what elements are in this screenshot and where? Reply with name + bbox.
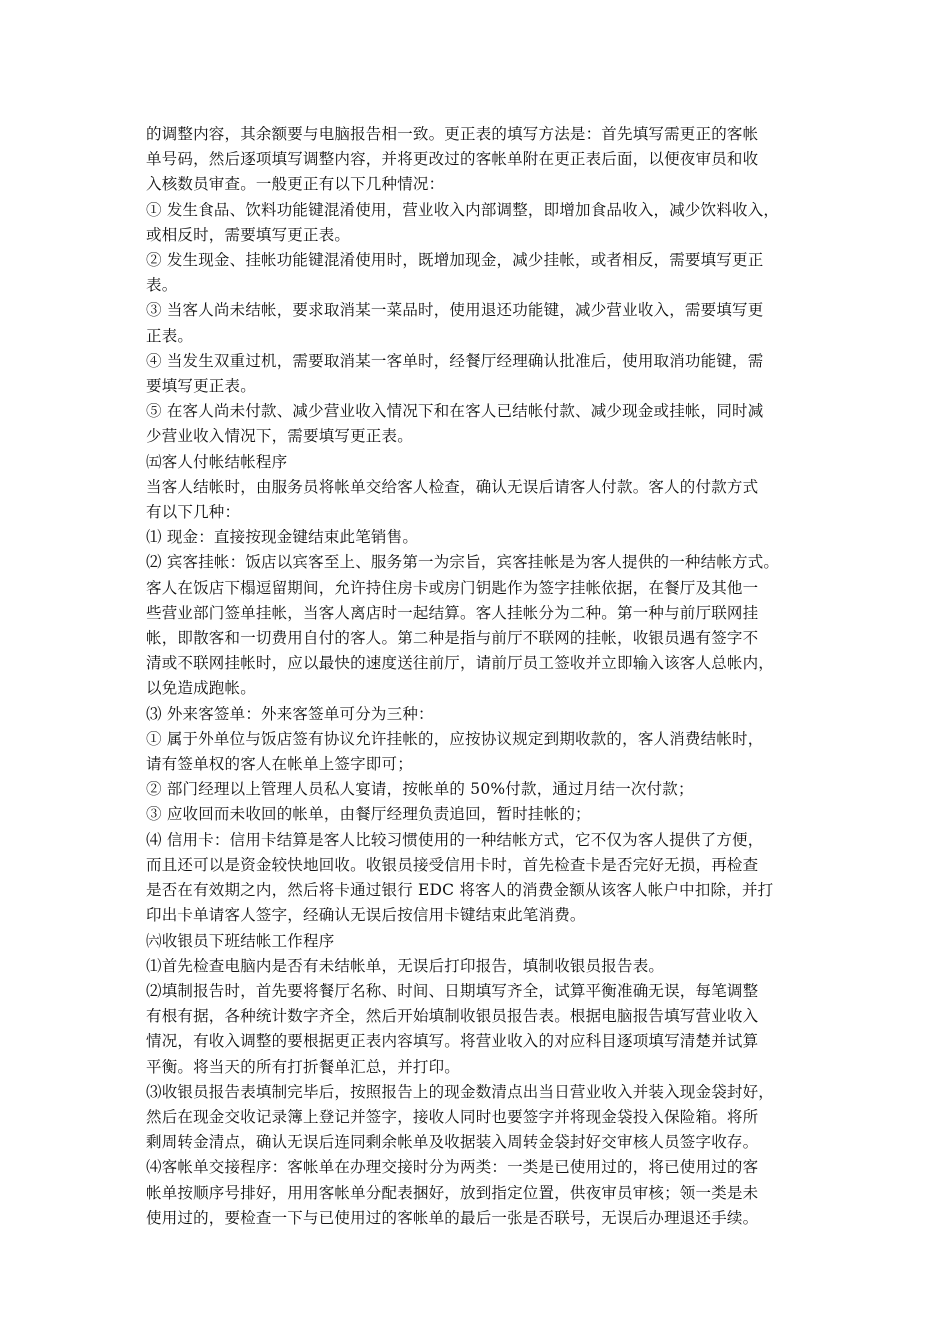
text-line: ② 部门经理以上管理人员私人宴请，按帐单的 50%付款，通过月结一次付款；: [146, 780, 694, 799]
text-line: 单号码，然后逐项填写调整内容，并将更改过的客帐单附在更正表后面，以便夜审员和收: [146, 150, 759, 169]
text-line: 当客人结帐时，由服务员将帐单交给客人检查，确认无误后请客人付款。客人的付款方式: [146, 477, 759, 496]
text-line: 有根有据，各种统计数字齐全，然后开始填制收银员报告表。根据电脑报告填写营业收入: [146, 1007, 759, 1026]
text-line: ① 属于外单位与饭店签有协议允许挂帐的，应按协议规定到期收款的，客人消费结帐时，: [146, 729, 764, 748]
text-line: 印出卡单请客人签字，经确认无误后按信用卡键结束此笔消费。: [146, 906, 586, 925]
text-line: ⑶收银员报告表填制完毕后，按照报告上的现金数清点出当日营业收入并装入现金袋封好，: [146, 1082, 775, 1101]
text-line: 请有签单权的客人在帐单上签字即可；: [146, 755, 413, 774]
text-line: ⑷ 信用卡：信用卡结算是客人比较习惯使用的一种结帐方式，它不仅为客人提供了方便，: [146, 830, 764, 849]
text-line: 些营业部门签单挂帐，当客人离店时一起结算。客人挂帐分为二种。第一种与前厅联网挂: [146, 603, 759, 622]
text-line: 是否在有效期之内，然后将卡通过银行 EDC 将客人的消费金额从该客人帐户中扣除，并打: [146, 881, 774, 900]
text-line: ③ 应收回而未收回的帐单，由餐厅经理负责追回，暂时挂帐的；: [146, 805, 591, 824]
text-line: ㈥收银员下班结帐工作程序: [146, 931, 335, 950]
text-line: 的调整内容，其余额要与电脑报告相一致。更正表的填写方法是：首先填写需更正的客帐: [146, 125, 759, 143]
text-line: 要填写更正表。: [146, 377, 256, 396]
text-line: 帐单按顺序号排好，用用客帐单分配表捆好，放到指定位置，供夜审员审核；领一类是未: [146, 1183, 759, 1202]
text-line: ④ 当发生双重过机，需要取消某一客单时，经餐厅经理确认批准后，使用取消功能键，需: [146, 351, 764, 370]
text-line: 而且还可以是资金较快地回收。收银员接受信用卡时，首先检查卡是否完好无损，再检查: [146, 855, 759, 874]
text-line: 表。: [146, 276, 178, 295]
text-line: ③ 当客人尚未结帐，要求取消某一菜品时，使用退还功能键，减少营业收入，需要填写更: [146, 301, 764, 320]
text-line: 正表。: [146, 326, 194, 345]
text-line: ② 发生现金、挂帐功能键混淆使用时，既增加现金，减少挂帐，或者相反，需要填写更正: [146, 251, 764, 270]
text-line: 客人在饭店下榻逗留期间，允许持住房卡或房门钥匙作为签字挂帐依据，在餐厅及其他一: [146, 578, 759, 597]
text-line: 清或不联网挂帐时，应以最快的速度送往前厅，请前厅员工签收并立即输入该客人总帐内，: [146, 654, 775, 673]
text-line: ㈤客人付帐结帐程序: [146, 452, 288, 471]
text-line: 或相反时，需要填写更正表。: [146, 225, 351, 244]
text-line: ⑴首先检查电脑内是否有未结帐单，无误后打印报告，填制收银员报告表。: [146, 956, 665, 975]
text-line: 有以下几种：: [146, 503, 241, 522]
text-line: 平衡。将当天的所有打折餐单汇总，并打印。: [146, 1057, 461, 1076]
text-line: ⑷客帐单交接程序：客帐单在办理交接时分为两类：一类是已使用过的，将已使用过的客: [146, 1158, 759, 1177]
text-line: ⑤ 在客人尚未付款、减少营业收入情况下和在客人已结帐付款、减少现金或挂帐，同时减: [146, 402, 764, 421]
text-line: ⑶ 外来客签单：外来客签单可分为三种：: [146, 704, 434, 723]
text-line: ⑴ 现金：直接按现金键结束此笔销售。: [146, 528, 419, 547]
text-line: 入核数员审查。一般更正有以下几种情况：: [146, 175, 445, 194]
text-line: 少营业收入情况下，需要填写更正表。: [146, 427, 413, 446]
text-line: 帐，即散客和一切费用自付的客人。第二种是指与前厅不联网的挂帐，收银员遇有签字不: [146, 629, 759, 648]
text-line: 情况，有收入调整的要根据更正表内容填写。将营业收入的对应科目逐项填写清楚并试算: [146, 1032, 759, 1051]
text-line: 然后在现金交收记录簿上登记并签字，接收人同时也要签字并将现金袋投入保险箱。将所: [146, 1107, 759, 1126]
document-body: [146, 122, 814, 1231]
text-line: 剩周转金清点，确认无误后连同剩余帐单及收据装入周转金袋封好交审核人员签字收存。: [146, 1133, 759, 1152]
text-line: ① 发生食品、饮料功能键混淆使用，营业收入内部调整，即增加食品收入，减少饮料收入，: [146, 200, 780, 219]
text-line: 以免造成跑帐。: [146, 679, 256, 698]
text-line: 使用过的，要检查一下与已使用过的客帐单的最后一张是否联号，无误后办理退还手续。: [146, 1208, 759, 1227]
text-line: ⑵填制报告时，首先要将餐厅名称、时间、日期填写齐全，试算平衡准确无误，每笔调整: [146, 981, 759, 1000]
text-line: ⑵ 宾客挂帐：饭店以宾客至上、服务第一为宗旨，宾客挂帐是为客人提供的一种结帐方式。: [146, 553, 780, 572]
